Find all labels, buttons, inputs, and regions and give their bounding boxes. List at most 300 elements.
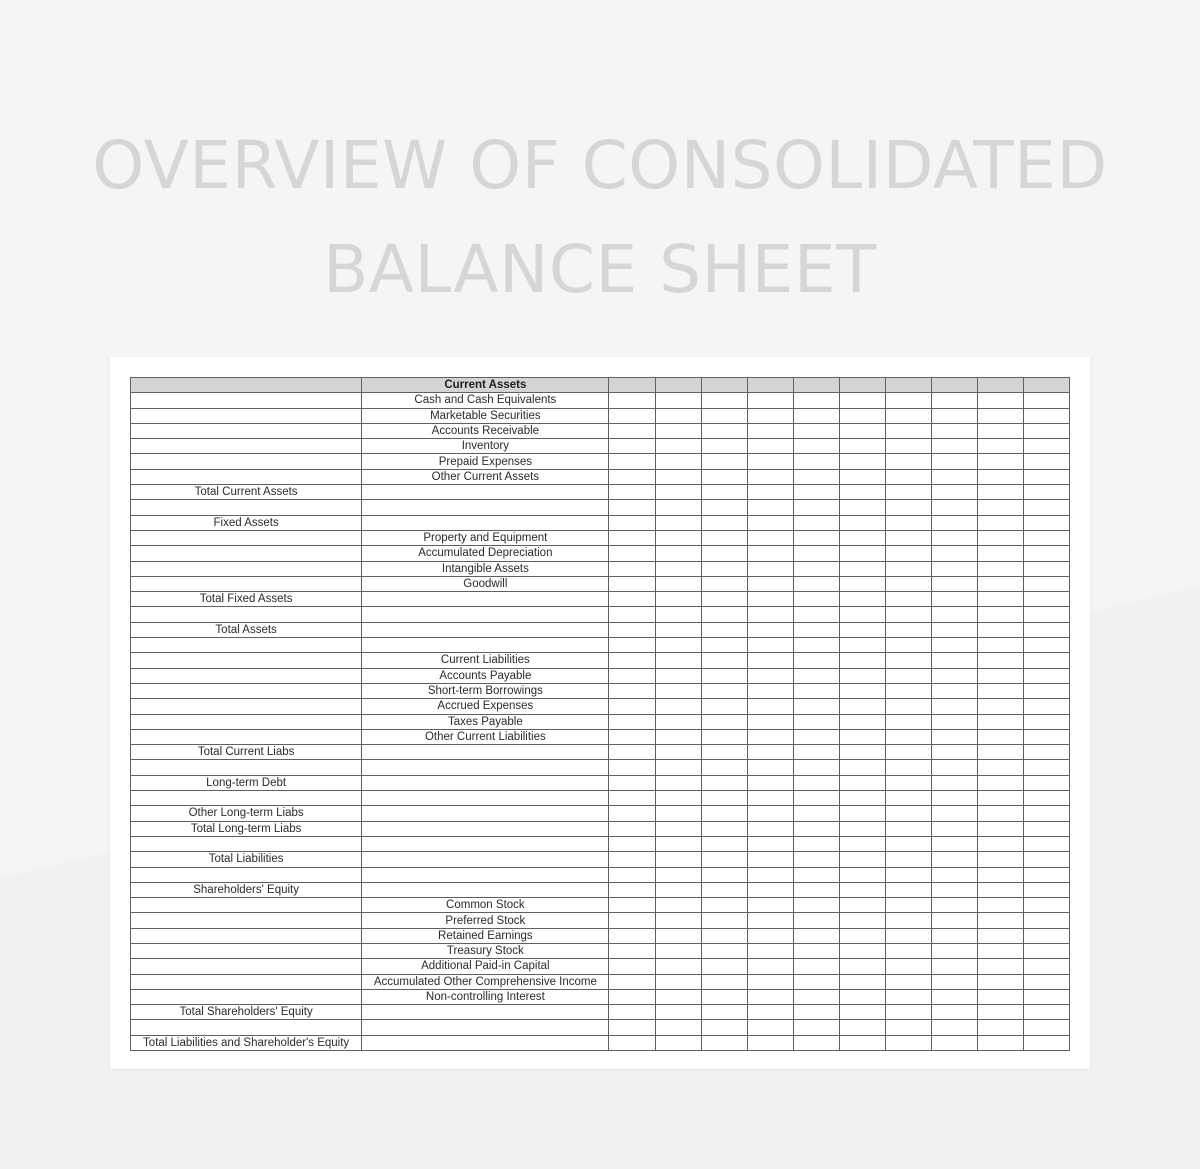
value-cell — [977, 393, 1023, 408]
row-label-cell: Fixed Assets — [131, 515, 362, 530]
value-cell — [839, 576, 885, 591]
value-cell — [931, 882, 977, 897]
value-cell — [839, 546, 885, 561]
value-cell — [1023, 821, 1069, 836]
table-row — [131, 821, 1070, 836]
value-cell — [747, 561, 793, 576]
value-cell — [885, 775, 931, 790]
value-cell — [793, 882, 839, 897]
value-cell — [1023, 454, 1069, 469]
value-cell — [747, 454, 793, 469]
value-cell — [655, 867, 701, 882]
value-cell — [1023, 913, 1069, 928]
value-cell — [885, 714, 931, 729]
line-item-cell: Cash and Cash Equivalents — [362, 393, 609, 408]
line-item-cell — [362, 622, 609, 637]
value-cell — [701, 561, 747, 576]
value-cell — [793, 546, 839, 561]
value-cell — [701, 469, 747, 484]
value-cell — [931, 974, 977, 989]
value-cell — [885, 653, 931, 668]
table-row — [131, 989, 1070, 1004]
value-cell — [655, 760, 701, 775]
value-cell — [609, 622, 655, 637]
value-cell — [839, 959, 885, 974]
header-row — [131, 378, 1070, 393]
row-label-cell: Total Liabilities — [131, 852, 362, 867]
value-cell — [701, 913, 747, 928]
value-cell — [747, 683, 793, 698]
value-cell — [977, 714, 1023, 729]
value-cell — [793, 898, 839, 913]
table-row — [131, 439, 1070, 454]
value-cell — [747, 638, 793, 653]
table-row — [131, 393, 1070, 408]
value-cell — [793, 469, 839, 484]
value-cell — [655, 913, 701, 928]
row-label-cell — [131, 576, 362, 591]
header-cell-empty — [747, 378, 793, 393]
value-cell — [609, 561, 655, 576]
value-cell — [885, 913, 931, 928]
table-row — [131, 607, 1070, 622]
value-cell — [885, 683, 931, 698]
value-cell — [1023, 745, 1069, 760]
row-label-cell — [131, 913, 362, 928]
value-cell — [793, 561, 839, 576]
value-cell — [885, 393, 931, 408]
value-cell — [655, 852, 701, 867]
value-cell — [977, 959, 1023, 974]
line-item-cell: Intangible Assets — [362, 561, 609, 576]
value-cell — [1023, 882, 1069, 897]
value-cell — [793, 867, 839, 882]
value-cell — [839, 454, 885, 469]
value-cell — [885, 592, 931, 607]
value-cell — [793, 515, 839, 530]
value-cell — [747, 913, 793, 928]
value-cell — [747, 989, 793, 1004]
value-cell — [931, 821, 977, 836]
value-cell — [609, 729, 655, 744]
line-item-cell — [362, 775, 609, 790]
value-cell — [839, 1035, 885, 1050]
value-cell — [1023, 439, 1069, 454]
line-item-cell: Accumulated Other Comprehensive Income — [362, 974, 609, 989]
row-label-cell — [131, 760, 362, 775]
value-cell — [977, 852, 1023, 867]
value-cell — [609, 882, 655, 897]
value-cell — [977, 622, 1023, 637]
value-cell — [931, 760, 977, 775]
value-cell — [747, 607, 793, 622]
value-cell — [655, 530, 701, 545]
value-cell — [931, 745, 977, 760]
value-cell — [839, 852, 885, 867]
value-cell — [1023, 898, 1069, 913]
value-cell — [977, 760, 1023, 775]
value-cell — [977, 745, 1023, 760]
table-row — [131, 1020, 1070, 1035]
value-cell — [609, 1020, 655, 1035]
line-item-cell — [362, 836, 609, 851]
table-row — [131, 408, 1070, 423]
table-row — [131, 882, 1070, 897]
value-cell — [747, 974, 793, 989]
table-row — [131, 485, 1070, 500]
value-cell — [701, 638, 747, 653]
line-item-cell — [362, 485, 609, 500]
table-row — [131, 699, 1070, 714]
value-cell — [609, 485, 655, 500]
value-cell — [701, 989, 747, 1004]
value-cell — [701, 729, 747, 744]
value-cell — [655, 959, 701, 974]
line-item-cell: Goodwill — [362, 576, 609, 591]
value-cell — [931, 454, 977, 469]
value-cell — [839, 469, 885, 484]
table-row — [131, 729, 1070, 744]
value-cell — [977, 485, 1023, 500]
row-label-cell — [131, 638, 362, 653]
value-cell — [1023, 974, 1069, 989]
table-row — [131, 622, 1070, 637]
table-row — [131, 836, 1070, 851]
value-cell — [793, 852, 839, 867]
value-cell — [1023, 668, 1069, 683]
value-cell — [701, 592, 747, 607]
line-item-cell — [362, 607, 609, 622]
value-cell — [655, 928, 701, 943]
value-cell — [1023, 1035, 1069, 1050]
value-cell — [609, 515, 655, 530]
row-label-cell — [131, 683, 362, 698]
value-cell — [701, 653, 747, 668]
value-cell — [747, 1035, 793, 1050]
value-cell — [839, 500, 885, 515]
value-cell — [977, 592, 1023, 607]
value-cell — [931, 683, 977, 698]
value-cell — [885, 852, 931, 867]
value-cell — [609, 806, 655, 821]
value-cell — [931, 546, 977, 561]
value-cell — [977, 867, 1023, 882]
line-item-cell: Inventory — [362, 439, 609, 454]
value-cell — [747, 867, 793, 882]
value-cell — [839, 745, 885, 760]
value-cell — [839, 898, 885, 913]
value-cell — [609, 683, 655, 698]
line-item-cell: Other Current Assets — [362, 469, 609, 484]
line-item-cell — [362, 638, 609, 653]
value-cell — [655, 576, 701, 591]
value-cell — [655, 836, 701, 851]
value-cell — [977, 454, 1023, 469]
line-item-cell — [362, 515, 609, 530]
value-cell — [747, 423, 793, 438]
value-cell — [1023, 775, 1069, 790]
table-row — [131, 1005, 1070, 1020]
value-cell — [793, 530, 839, 545]
value-cell — [839, 821, 885, 836]
line-item-cell: Other Current Liabilities — [362, 729, 609, 744]
value-cell — [839, 882, 885, 897]
value-cell — [839, 515, 885, 530]
row-label-cell — [131, 959, 362, 974]
value-cell — [839, 729, 885, 744]
value-cell — [655, 729, 701, 744]
value-cell — [747, 653, 793, 668]
value-cell — [701, 607, 747, 622]
value-cell — [747, 898, 793, 913]
line-item-cell — [362, 867, 609, 882]
value-cell — [793, 1035, 839, 1050]
value-cell — [839, 1005, 885, 1020]
value-cell — [931, 1005, 977, 1020]
table-row — [131, 638, 1070, 653]
header-cell-empty — [839, 378, 885, 393]
value-cell — [977, 439, 1023, 454]
value-cell — [1023, 729, 1069, 744]
line-item-cell — [362, 791, 609, 806]
line-item-cell — [362, 1005, 609, 1020]
value-cell — [655, 989, 701, 1004]
value-cell — [885, 668, 931, 683]
value-cell — [609, 423, 655, 438]
value-cell — [977, 500, 1023, 515]
value-cell — [793, 485, 839, 500]
value-cell — [793, 806, 839, 821]
value-cell — [655, 668, 701, 683]
header-cell-empty — [977, 378, 1023, 393]
value-cell — [839, 836, 885, 851]
value-cell — [701, 1035, 747, 1050]
value-cell — [1023, 653, 1069, 668]
line-item-cell: Accrued Expenses — [362, 699, 609, 714]
value-cell — [609, 943, 655, 958]
value-cell — [609, 989, 655, 1004]
header-cell-empty — [655, 378, 701, 393]
value-cell — [701, 806, 747, 821]
value-cell — [655, 561, 701, 576]
value-cell — [609, 408, 655, 423]
value-cell — [609, 852, 655, 867]
value-cell — [839, 439, 885, 454]
value-cell — [609, 745, 655, 760]
value-cell — [839, 913, 885, 928]
table-row — [131, 469, 1070, 484]
page-title-line-2: BALANCE SHEET — [323, 231, 877, 308]
value-cell — [793, 959, 839, 974]
value-cell — [1023, 943, 1069, 958]
value-cell — [839, 683, 885, 698]
value-cell — [609, 791, 655, 806]
line-item-cell: Accounts Payable — [362, 668, 609, 683]
balance-sheet-table — [130, 377, 1070, 1051]
value-cell — [747, 530, 793, 545]
value-cell — [885, 561, 931, 576]
value-cell — [1023, 393, 1069, 408]
value-cell — [931, 959, 977, 974]
row-label-cell: Total Assets — [131, 622, 362, 637]
value-cell — [793, 408, 839, 423]
line-item-cell: Additional Paid-in Capital — [362, 959, 609, 974]
value-cell — [747, 729, 793, 744]
value-cell — [931, 592, 977, 607]
value-cell — [1023, 959, 1069, 974]
value-cell — [701, 791, 747, 806]
value-cell — [885, 745, 931, 760]
value-cell — [977, 683, 1023, 698]
row-label-cell: Total Fixed Assets — [131, 592, 362, 607]
value-cell — [609, 393, 655, 408]
value-cell — [931, 714, 977, 729]
value-cell — [793, 821, 839, 836]
value-cell — [655, 714, 701, 729]
value-cell — [609, 928, 655, 943]
row-label-cell — [131, 714, 362, 729]
value-cell — [655, 1035, 701, 1050]
value-cell — [1023, 867, 1069, 882]
table-row — [131, 683, 1070, 698]
value-cell — [885, 943, 931, 958]
value-cell — [839, 775, 885, 790]
value-cell — [1023, 408, 1069, 423]
value-cell — [701, 1005, 747, 1020]
table-row — [131, 653, 1070, 668]
value-cell — [655, 515, 701, 530]
value-cell — [609, 959, 655, 974]
value-cell — [1023, 791, 1069, 806]
table-row — [131, 943, 1070, 958]
value-cell — [747, 408, 793, 423]
value-cell — [655, 393, 701, 408]
value-cell — [1023, 607, 1069, 622]
value-cell — [839, 974, 885, 989]
value-cell — [839, 485, 885, 500]
value-cell — [885, 806, 931, 821]
value-cell — [977, 561, 1023, 576]
row-label-cell: Total Current Liabs — [131, 745, 362, 760]
value-cell — [977, 821, 1023, 836]
value-cell — [747, 714, 793, 729]
value-cell — [885, 836, 931, 851]
value-cell — [655, 806, 701, 821]
value-cell — [655, 683, 701, 698]
table-row — [131, 423, 1070, 438]
value-cell — [701, 882, 747, 897]
value-cell — [655, 791, 701, 806]
value-cell — [1023, 1020, 1069, 1035]
row-label-cell — [131, 607, 362, 622]
value-cell — [885, 699, 931, 714]
row-label-cell — [131, 699, 362, 714]
row-label-cell: Total Shareholders' Equity — [131, 1005, 362, 1020]
value-cell — [701, 439, 747, 454]
row-label-cell — [131, 653, 362, 668]
line-item-cell: Preferred Stock — [362, 913, 609, 928]
value-cell — [655, 745, 701, 760]
value-cell — [609, 760, 655, 775]
value-cell — [885, 928, 931, 943]
table-row — [131, 500, 1070, 515]
value-cell — [1023, 530, 1069, 545]
row-label-cell: Long-term Debt — [131, 775, 362, 790]
value-cell — [931, 653, 977, 668]
row-label-cell: Total Long-term Liabs — [131, 821, 362, 836]
value-cell — [885, 959, 931, 974]
value-cell — [977, 530, 1023, 545]
value-cell — [793, 974, 839, 989]
value-cell — [747, 515, 793, 530]
value-cell — [977, 775, 1023, 790]
value-cell — [885, 622, 931, 637]
value-cell — [885, 607, 931, 622]
value-cell — [885, 500, 931, 515]
value-cell — [931, 791, 977, 806]
value-cell — [885, 760, 931, 775]
value-cell — [793, 760, 839, 775]
table-row — [131, 959, 1070, 974]
value-cell — [977, 653, 1023, 668]
header-cell-empty — [931, 378, 977, 393]
row-label-cell: Other Long-term Liabs — [131, 806, 362, 821]
value-cell — [609, 530, 655, 545]
value-cell — [977, 469, 1023, 484]
value-cell — [977, 806, 1023, 821]
value-cell — [977, 1020, 1023, 1035]
value-cell — [885, 454, 931, 469]
value-cell — [931, 515, 977, 530]
value-cell — [931, 485, 977, 500]
value-cell — [931, 898, 977, 913]
table-row — [131, 714, 1070, 729]
value-cell — [793, 989, 839, 1004]
value-cell — [977, 928, 1023, 943]
row-label-cell: Total Liabilities and Shareholder's Equity — [131, 1035, 362, 1050]
value-cell — [1023, 806, 1069, 821]
value-cell — [1023, 928, 1069, 943]
value-cell — [747, 821, 793, 836]
value-cell — [885, 1035, 931, 1050]
value-cell — [977, 699, 1023, 714]
value-cell — [1023, 500, 1069, 515]
value-cell — [747, 745, 793, 760]
value-cell — [977, 882, 1023, 897]
value-cell — [655, 974, 701, 989]
value-cell — [609, 469, 655, 484]
line-item-cell: Prepaid Expenses — [362, 454, 609, 469]
value-cell — [655, 439, 701, 454]
table-row — [131, 775, 1070, 790]
value-cell — [1023, 469, 1069, 484]
value-cell — [701, 959, 747, 974]
value-cell — [839, 423, 885, 438]
line-item-cell — [362, 760, 609, 775]
value-cell — [655, 943, 701, 958]
header-cell-a — [131, 378, 362, 393]
row-label-cell — [131, 668, 362, 683]
value-cell — [655, 638, 701, 653]
value-cell — [977, 515, 1023, 530]
value-cell — [793, 576, 839, 591]
value-cell — [747, 439, 793, 454]
value-cell — [885, 546, 931, 561]
value-cell — [931, 928, 977, 943]
line-item-cell — [362, 1020, 609, 1035]
value-cell — [793, 607, 839, 622]
value-cell — [747, 959, 793, 974]
